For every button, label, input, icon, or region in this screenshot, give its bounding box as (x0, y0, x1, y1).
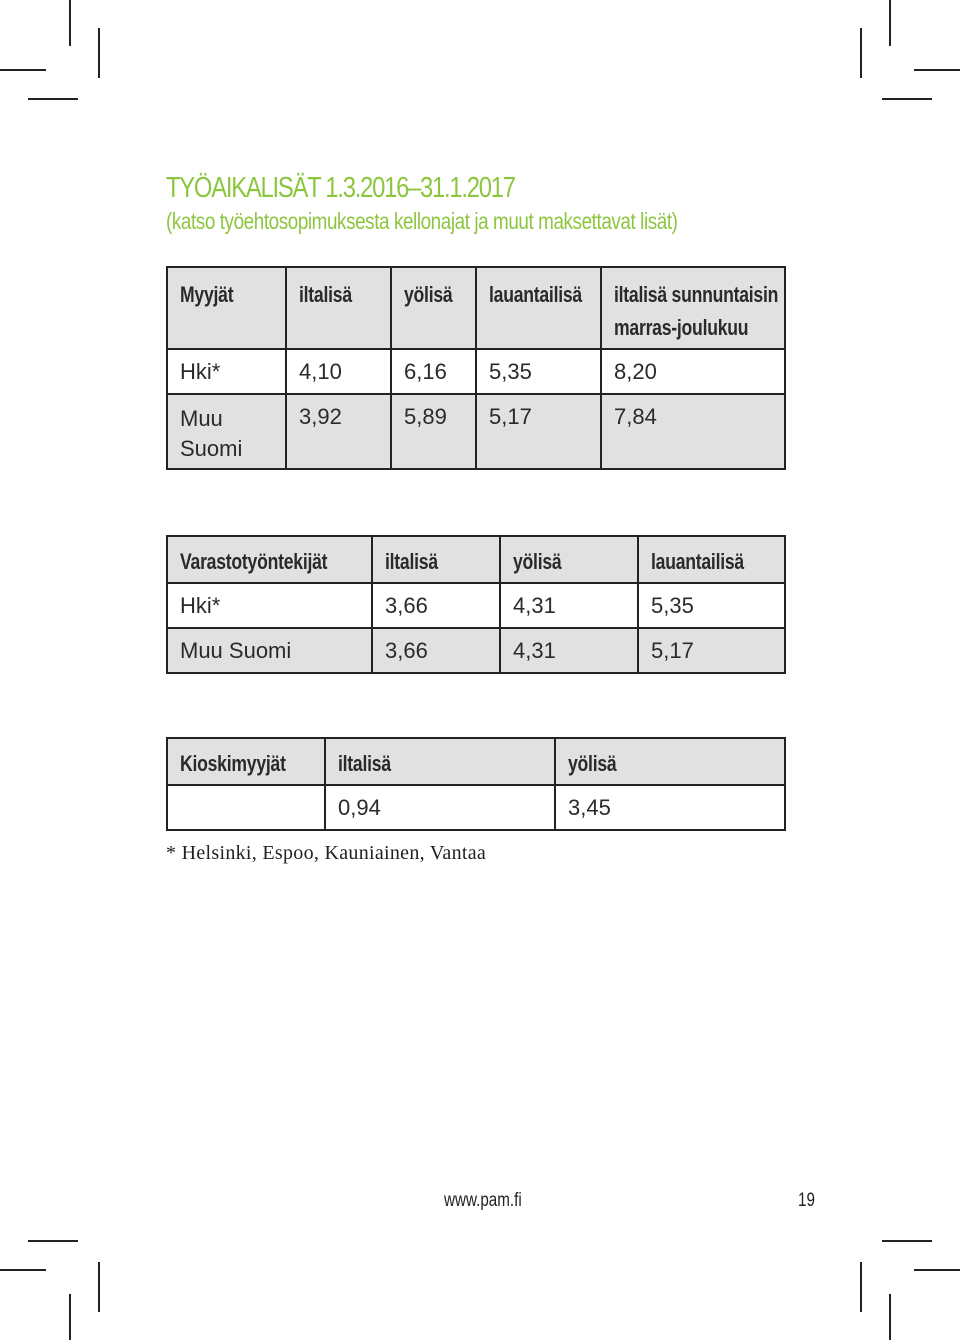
table-header-row (167, 536, 785, 583)
crop-mark (69, 0, 71, 46)
page-title: TYÖAIKALISÄT 1.3.2016–31.1.2017 (166, 172, 515, 204)
table-cell: Muu Suomi (167, 394, 286, 469)
crop-mark (69, 1294, 71, 1340)
table-cell: Hki* (167, 349, 286, 394)
page-subtitle: (katso työehtosopimuksesta kellonajat ja muut maksettavat lisät) (166, 208, 678, 234)
column-header: iltalisä (325, 738, 555, 785)
crop-mark (889, 1294, 891, 1340)
table-cell (167, 785, 325, 830)
column-header: iltalisä (286, 267, 391, 349)
table-cell: 4,31 (500, 583, 638, 628)
crop-mark (28, 98, 78, 100)
crop-mark (98, 28, 100, 78)
table-cell: 7,84 (601, 394, 785, 469)
table-cell: 6,16 (391, 349, 476, 394)
table-row (167, 349, 785, 394)
footnote: * Helsinki, Espoo, Kauniainen, Vantaa (166, 842, 487, 864)
crop-mark (889, 0, 891, 46)
table-row (167, 394, 785, 469)
crop-mark (860, 1262, 862, 1312)
table-cell: Hki* (167, 583, 372, 628)
table-cell: 0,94 (325, 785, 555, 830)
column-header: Varastotyöntekijät (167, 536, 372, 583)
table-cell: 3,45 (555, 785, 785, 830)
table-cell: 5,17 (476, 394, 601, 469)
warehouse-staff-table (166, 535, 786, 674)
table-row (167, 583, 785, 628)
column-header: Kioskimyyjät (167, 738, 325, 785)
sales-staff-table (166, 266, 786, 470)
column-header: lauantailisä (638, 536, 785, 583)
column-header: yölisä (555, 738, 785, 785)
crop-mark (0, 1269, 46, 1271)
table-cell: Muu Suomi (167, 628, 372, 673)
table-cell: 5,17 (638, 628, 785, 673)
column-header: lauantailisä (476, 267, 601, 349)
crop-mark (914, 1269, 960, 1271)
column-header: yölisä (391, 267, 476, 349)
crop-mark (882, 98, 932, 100)
column-header: Myyjät (167, 267, 286, 349)
crop-mark (860, 28, 862, 78)
column-header: yölisä (500, 536, 638, 583)
footer-url: www.pam.fi (444, 1190, 522, 1211)
crop-mark (0, 69, 46, 71)
table-header-row (167, 738, 785, 785)
table-cell: 5,89 (391, 394, 476, 469)
crop-mark (28, 1240, 78, 1242)
table-cell: 4,31 (500, 628, 638, 673)
page-number: 19 (798, 1190, 815, 1211)
table-row (167, 628, 785, 673)
crop-mark (882, 1240, 932, 1242)
table-row (167, 785, 785, 830)
column-header: iltalisä (372, 536, 500, 583)
table-cell: 5,35 (638, 583, 785, 628)
table-cell: 4,10 (286, 349, 391, 394)
kiosk-staff-table (166, 737, 786, 831)
crop-mark (98, 1262, 100, 1312)
table-cell: 5,35 (476, 349, 601, 394)
table-cell: 3,66 (372, 628, 500, 673)
table-cell: 8,20 (601, 349, 785, 394)
table-header-row (167, 267, 785, 349)
table-cell: 3,92 (286, 394, 391, 469)
column-header: iltalisä sunnuntaisin marras-joulukuu (601, 267, 785, 349)
crop-mark (914, 69, 960, 71)
table-cell: 3,66 (372, 583, 500, 628)
